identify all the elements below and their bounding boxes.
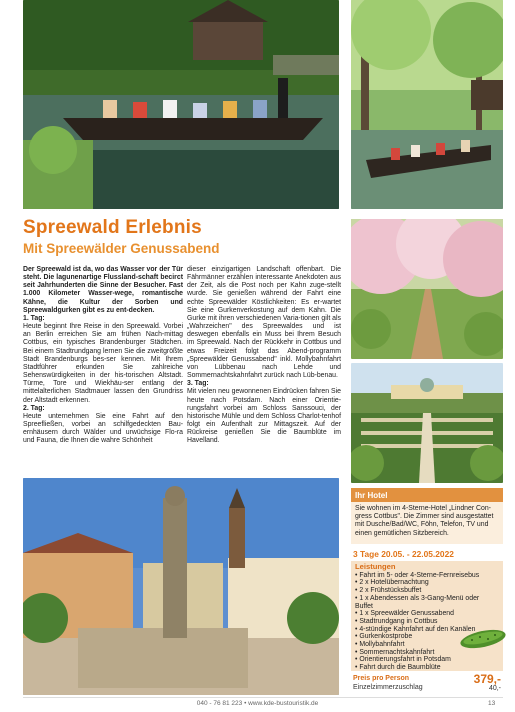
article-column-1 [23, 266, 183, 445]
day1-heading: 1. Tag: [23, 314, 45, 322]
leistung-item: • Fahrt im 5- oder 4-Sterne-Fernreisebus [355, 572, 499, 580]
page-number: 13 [488, 700, 496, 707]
photo-canal-boats [351, 0, 503, 209]
leistung-item: • 2 x Frühstücksbuffet [355, 587, 499, 595]
leistungen-list [355, 572, 499, 672]
trip-dates: 3 Tage 20.05. - 22.05.2022 [353, 549, 454, 559]
photo-boat-tour [23, 0, 339, 209]
leistung-item: • Fahrt durch die Baumblüte [355, 664, 499, 672]
leistung-item: • Mollybahnfahrt [355, 641, 499, 649]
day3-text: Mit vielen neu gewonnenen Eindrücken fahren Sie heute nach Potsdam. Nach einer Orientie-rungsfahrt vorbei am Schloss Sanssouci, der historische Mühle und dem Schloss Charlot-tenhof folgt ein Aufenthalt zur Mittagszeit. Auf der Rückreise genießen Sie die Baumblüte im Havelland. [187, 388, 341, 445]
cucumber-illustration [458, 628, 508, 650]
hotel-heading: Ihr Hotel [351, 488, 503, 502]
price-label: Preis pro Person [353, 675, 410, 682]
page-subtitle: Mit Spreewälder Genussabend [23, 241, 220, 256]
leistung-item: • 1 x Abendessen als 3-Gang-Menü oder Buffet [355, 595, 499, 610]
leistung-item: • Orientierungsfahrt in Potsdam [355, 656, 499, 664]
day2-heading: 2. Tag: [23, 404, 45, 412]
leistung-item: • Sommernachtskahnfahrt [355, 649, 499, 657]
day2-text-part2: dieser einzigartigen Landschaft offenbart. Die Fährmänner erzählen interessante Anekdoten aus der Zeit, als die Post noch per Kahn zuge-stellt wurde. Sie genießen während der Fahrt eine echte Spreewälder Köstlichkeiten: Es er-wartet Sie eine Gurkenverkostung auf dem Kahn. Die Gurke mit ihren verschiedenen Varia-tionen gilt als „Wahrzeichen" des Spreewaldes und ist deswegen ebenfalls ein Muss bei Ihrem Besuch im Spreewald. Nach der Rückkehr in Cottbus und etwas Freizeit folgt das Abend-programm „Spreewälder Genussabend" inkl. Mollybahnfahrt von Lübbenau nach Lehde und Sommernachtskahnfahrt zurück nach Lüb-benau. [187, 266, 341, 380]
article-lead: Der Spreewald ist da, wo das Wasser vor der Tür steht. Die lagunenartige Flussland-schaft becirct seit Jahrhunderten die Sinne der Besucher. Fast 1.000 Kilometer Wasser-wege, romantische Kähne, die Kultur der Sorben und Spreewaldgurken gibt es zu ent-decken. [23, 266, 183, 314]
single-room-label: Einzelzimmerzuschlag [353, 684, 423, 691]
day2-text-part1: Heute unternehmen Sie eine Fahrt auf den Spreefließen, vorbei an schilfgedeckten Bau-ernhäusern durch Wälder und urwüchsige Flo-ra und Fauna, die Ihnen die wahre Schönheit [23, 412, 183, 445]
price-value: 379,- [473, 672, 501, 686]
photo-cottbus-fountain [23, 478, 339, 695]
photo-palace-terraces [351, 363, 503, 483]
day3-heading: 3. Tag: [187, 380, 209, 388]
hotel-description: Sie wohnen im 4-Sterne-Hotel „Lindner Con-gress Cottbus". Die Zimmer sind ausgestattet mit Dusche/Bad/WC, Föhn, Telefon, TV und einen gemütlichen Sitzbereich. [351, 502, 503, 544]
leistungen-title: Leistungen [355, 562, 396, 571]
leistung-item: • 4-stündige Kahnfahrt auf den Kanälen [355, 626, 499, 634]
photo-blossom-path [351, 219, 503, 359]
leistung-item: • 1 x Spreewälder Genussabend [355, 610, 499, 618]
leistung-item: • Stadtrundgang in Cottbus [355, 618, 499, 626]
footer-contact[interactable]: 040 - 76 81 223 • www.kde-bustouristik.de [196, 700, 319, 707]
leistungen-box [351, 561, 503, 671]
day1-text: Heute beginnt Ihre Reise in den Spreewald. Vorbei an Berlin erreichen Sie am frühen Nach-mittag Cottbus, ein typisches Brandenburger Städtchen. Bei einem Stadtrundgang lernen Sie die zweitgrößte Stadt Brandenburgs bes-ser kennen. Mit Ihrem Stadtführer erkunden Sie zahlreiche Sehenswürdigkeiten in der his-torischen Altstadt. Türme, Tore und Wiekhäu-ser entlang der mittelalterlichen Stadtmauer lassen den Grundriss der Altstadt erkennen. [23, 323, 183, 404]
page-title: Spreewald Erlebnis [23, 217, 202, 238]
article-column-2 [187, 266, 341, 445]
single-room-value: 40,- [488, 685, 501, 692]
leistung-item: • 2 x Hotelübernachtung [355, 579, 499, 587]
footer-divider [23, 697, 503, 698]
leistung-item: • Gurkenkostprobe [355, 633, 499, 641]
